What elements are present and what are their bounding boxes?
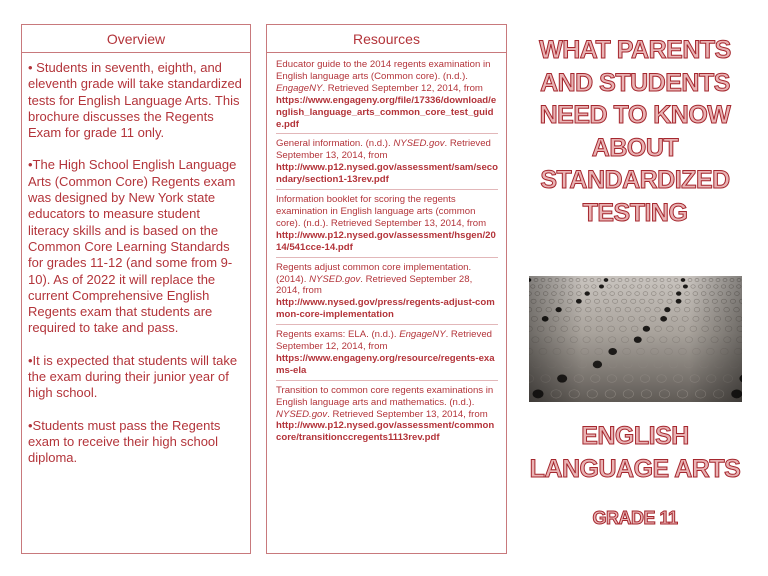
citation bbox=[276, 59, 498, 134]
citation bbox=[276, 262, 498, 326]
title-line: STANDARDIZED bbox=[540, 166, 730, 194]
title-line: AND STUDENTS bbox=[540, 68, 730, 97]
citation-url[interactable]: http://www.p12.nysed.gov/assessment/hsgen/2014/541cce-14.pdf bbox=[276, 229, 496, 253]
resources-list bbox=[267, 53, 506, 447]
citation bbox=[276, 329, 498, 381]
citation-retrieved: . Retrieved September 12, 2014, from bbox=[322, 82, 483, 94]
title-line: NEED TO KNOW bbox=[539, 101, 731, 129]
citation-url[interactable]: http://www.p12.nysed.gov/assessment/sam/secondary/section1-13rev.pdf bbox=[276, 162, 498, 186]
title-line: TESTING bbox=[582, 198, 688, 227]
overview-body bbox=[22, 53, 250, 467]
overview-heading: Overview bbox=[22, 25, 250, 53]
title-line: ABOUT bbox=[591, 133, 679, 162]
resources-heading: Resources bbox=[267, 25, 506, 53]
citation-url[interactable]: http://www.nysed.gov/press/regents-adjust-common-core-implementation bbox=[276, 297, 495, 321]
citation-source: NYSED.gov bbox=[309, 273, 361, 285]
citation bbox=[276, 385, 498, 448]
overview-paragraph: •It is expected that students will take the exam during their junior year of high school. bbox=[28, 352, 238, 401]
citation-retrieved: . Retrieved September 13, 2014, from bbox=[276, 138, 491, 162]
overview-paragraph: •The High School English Language Arts (Common Core) Regents exam was designed by New York state educators to measure student literacy skills and is based on the Common Core Learning Standards for grades 11-12 (and some from 9-10). As of 2022 it will replace the current Comprehensive English Regents exam that students are required to take and pass. bbox=[28, 157, 237, 336]
citation-url[interactable]: https://www.engageny.org/file/17336/download/english_language_arts_common_core_test_guide.pdf bbox=[276, 94, 497, 130]
citation-source: NYSED.gov bbox=[393, 138, 445, 150]
citation-url[interactable]: https://www.engageny.org/resource/regents-exams-ela bbox=[276, 352, 495, 376]
citation-url[interactable]: http://www.p12.nysed.gov/assessment/commoncore/transitionccregents1113rev.pdf bbox=[276, 420, 495, 444]
citation-source: EngageNY bbox=[276, 82, 323, 94]
subject-line: LANGUAGE ARTS bbox=[529, 455, 741, 483]
subject-line: ENGLISH bbox=[581, 422, 689, 450]
overview-panel bbox=[21, 24, 251, 554]
citation-text: Regents exams: ELA. (n.d.). bbox=[276, 329, 400, 341]
citation-text: General information. (n.d.). bbox=[276, 138, 394, 150]
grade-label: GRADE 11 bbox=[592, 508, 678, 528]
citation bbox=[276, 194, 498, 258]
citation-text: Educator guide to the 2014 regents examination in English language arts (Common core). (n.d.). bbox=[276, 59, 491, 82]
brochure-title bbox=[520, 34, 750, 229]
citation bbox=[276, 138, 498, 190]
citation-source: NYSED.gov bbox=[276, 408, 328, 420]
citation-retrieved: . Retrieved September 13, 2014, from bbox=[327, 408, 488, 420]
bubble-answer-sheet-photo bbox=[529, 276, 742, 402]
citation-text: Transition to common core regents examinations in English language arts and mathematics. (n.d.). bbox=[276, 384, 494, 408]
resources-panel bbox=[266, 24, 507, 554]
title-line: WHAT PARENTS bbox=[539, 36, 731, 64]
subject-title bbox=[520, 420, 750, 486]
cover-panel bbox=[520, 24, 750, 554]
citation-source: EngageNY bbox=[399, 329, 446, 341]
overview-paragraph: •Students must pass the Regents exam to receive their high school diploma. bbox=[28, 417, 221, 466]
overview-paragraph: • Students in seventh, eighth, and eleventh grade will take standardized tests for English Language Arts. This brochure discusses the Regents Exam for grade 11 only. bbox=[28, 60, 242, 141]
citation-retrieved: . Retrieved September 12, 2014, from bbox=[276, 329, 492, 353]
citation-retrieved: . Retrieved September 28, 2014, from bbox=[276, 273, 473, 297]
citation-text: Information booklet for scoring the regents examination in English language arts (common core). (n.d.). Retrieved September 13, 2014, from bbox=[276, 194, 487, 229]
citation-text: Regents adjust common core implementation. (2014). bbox=[276, 261, 472, 285]
